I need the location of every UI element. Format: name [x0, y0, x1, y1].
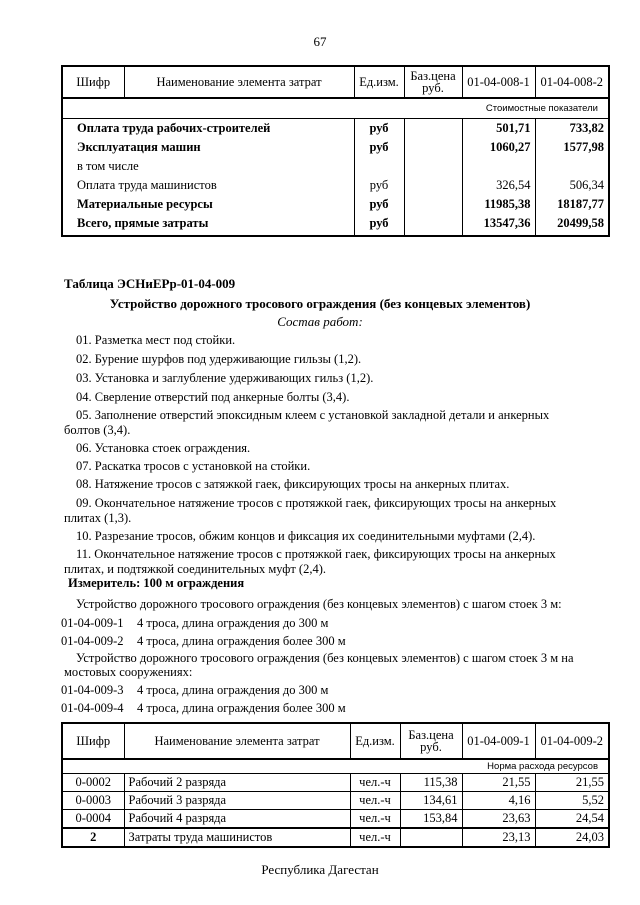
row-code: 0-0002	[62, 774, 124, 792]
work-item: 11. Окончательное натяжение тросов с протяжкой гаек, фиксирующих тросы на анкерных	[76, 547, 556, 561]
work-item: 03. Установка и заглубление удерживающих гильз (1,2).	[76, 371, 374, 385]
header-cell: 01-04-009-2	[535, 723, 609, 759]
row-name: Рабочий 3 разряда	[124, 792, 350, 810]
table-header-row	[62, 66, 609, 98]
header-cell: 01-04-008-1	[462, 66, 535, 98]
row-unit: чел.-ч	[350, 828, 400, 847]
row-value-1: 21,55	[462, 774, 535, 792]
table-subheader-row	[62, 98, 609, 119]
row-name: Всего, прямые затраты	[62, 214, 354, 236]
row-name: Эксплуатация машин	[62, 138, 354, 157]
row-value-2: 5,52	[535, 792, 609, 810]
work-item-continued: плитах (1,3).	[64, 511, 132, 525]
code-line	[61, 683, 328, 698]
cost-table	[61, 65, 610, 237]
resource-table	[61, 722, 610, 848]
table-header-row	[62, 723, 609, 759]
intro-text-continued: мостовых сооружениях:	[64, 665, 193, 679]
row-unit: чел.-ч	[350, 810, 400, 829]
row-value-2: 20499,58	[557, 216, 604, 231]
subheader-cell: Норма расхода ресурсов	[62, 759, 609, 774]
section-title: Устройство дорожного тросового ограждения (без концевых элементов)	[109, 296, 531, 311]
row-price	[404, 195, 462, 214]
table-row	[62, 195, 609, 214]
work-item-continued: плитах, и подтяжкой соединительных муфт (2,4).	[64, 562, 327, 576]
code-line	[61, 701, 346, 716]
row-price	[404, 176, 462, 195]
code-line	[61, 634, 346, 649]
table-row	[62, 214, 609, 236]
header-cell: Наименование элемента затрат	[124, 66, 354, 98]
header-cell: Ед.изм.	[354, 66, 404, 98]
work-item: 04. Сверление отверстий под анкерные болты (3,4).	[76, 390, 350, 404]
row-value-2: 506,34	[569, 178, 604, 193]
work-item: 07. Раскатка тросов с установкой на стойки.	[76, 459, 311, 473]
row-value-2: 733,82	[569, 121, 604, 136]
page-footer: Республика Дагестан	[261, 862, 379, 877]
table-subheader-row	[62, 759, 609, 774]
table-id: Таблица ЭСНиЕРр-01-04-009	[64, 276, 236, 291]
row-price	[404, 214, 462, 236]
row-price	[404, 157, 462, 176]
row-code: 0-0003	[62, 792, 124, 810]
work-item: 02. Бурение шурфов под удерживающие гильзы (1,2).	[76, 352, 362, 366]
row-value-2: 18187,77	[557, 197, 604, 212]
row-price	[400, 828, 462, 847]
work-item: 01. Разметка мест под стойки.	[76, 333, 236, 347]
row-name: Затраты труда машинистов	[124, 828, 350, 847]
row-price: 134,61	[400, 792, 462, 810]
row-price: 153,84	[400, 810, 462, 829]
page-number: 67	[313, 34, 327, 49]
intro-text: Устройство дорожного тросового ограждения (без концевых элементов) с шагом стоек 3 м на	[76, 651, 574, 665]
row-value-2: 24,54	[535, 810, 609, 829]
work-item: 09. Окончательное натяжение тросов с протяжкой гаек, фиксирующих тросы на анкерных	[76, 496, 557, 510]
row-unit	[354, 157, 404, 176]
row-price	[404, 119, 462, 139]
works-label: Состав работ:	[277, 314, 363, 329]
row-unit: руб	[354, 119, 404, 139]
code-id: 01-04-009-2	[61, 634, 124, 648]
row-value-1: 326,54	[462, 176, 535, 195]
row-code: 0-0004	[62, 810, 124, 829]
row-unit: чел.-ч	[350, 792, 400, 810]
row-unit: руб	[354, 138, 404, 157]
measure-unit: Измеритель: 100 м ограждения	[68, 576, 245, 590]
row-value-1: 23,63	[462, 810, 535, 829]
code-text: 4 троса, длина ограждения до 300 м	[137, 683, 329, 697]
table-row	[62, 774, 609, 792]
work-item: 06. Установка стоек ограждения.	[76, 441, 251, 455]
header-cell: Баз.цена руб.	[404, 66, 462, 98]
row-value-1: 1060,27	[462, 138, 535, 157]
row-unit: руб	[354, 195, 404, 214]
code-id: 01-04-009-3	[61, 683, 124, 697]
row-value-1: 23,13	[462, 828, 535, 847]
row-name: Оплата труда рабочих-строителей	[62, 119, 354, 139]
row-value-1: 13547,36	[462, 214, 535, 236]
work-item: 10. Разрезание тросов, обжим концов и фиксация их соединительными муфтами (2,4).	[76, 529, 536, 543]
code-text: 4 троса, длина ограждения более 300 м	[137, 701, 346, 715]
work-item: 08. Натяжение тросов с затяжкой гаек, фиксирующих тросы на анкерных плитах.	[76, 477, 510, 491]
row-unit: чел.-ч	[350, 774, 400, 792]
row-value-2	[535, 157, 609, 176]
table-row	[62, 138, 609, 157]
code-id: 01-04-009-4	[61, 701, 124, 715]
table-row	[62, 157, 609, 176]
row-name: в том числе	[62, 157, 354, 176]
table-row	[62, 828, 609, 847]
row-name: Оплата труда машинистов	[62, 176, 354, 195]
header-cell: 01-04-008-2	[535, 66, 609, 98]
intro-text: Устройство дорожного тросового ограждения (без концевых элементов) с шагом стоек 3 м:	[76, 597, 562, 611]
code-text: 4 троса, длина ограждения до 300 м	[137, 616, 329, 630]
header-cell: Шифр	[62, 723, 124, 759]
row-price: 115,38	[400, 774, 462, 792]
subheader-cell: Стоимостные показатели	[62, 98, 609, 119]
row-value-2: 24,03	[535, 828, 609, 847]
row-value-1: 4,16	[462, 792, 535, 810]
table-row	[62, 810, 609, 829]
row-value-2: 1577,98	[563, 140, 604, 155]
row-name: Рабочий 2 разряда	[124, 774, 350, 792]
work-item: 05. Заполнение отверстий эпоксидным клеем с установкой закладной детали и анкерных	[76, 408, 550, 422]
row-value-1: 501,71	[462, 119, 535, 139]
row-unit: руб	[354, 214, 404, 236]
header-cell: Наименование элемента затрат	[124, 723, 350, 759]
row-unit: руб	[354, 176, 404, 195]
row-value-2: 21,55	[535, 774, 609, 792]
row-code: 2	[62, 828, 124, 847]
code-line	[61, 616, 328, 631]
table-row	[62, 119, 609, 139]
header-cell: Ед.изм.	[350, 723, 400, 759]
table-row	[62, 176, 609, 195]
row-price	[404, 138, 462, 157]
header-cell: Баз.цена руб.	[400, 723, 462, 759]
row-name: Рабочий 4 разряда	[124, 810, 350, 829]
header-cell: Шифр	[62, 66, 124, 98]
header-cell: 01-04-009-1	[462, 723, 535, 759]
row-value-1: 11985,38	[462, 195, 535, 214]
work-item-continued: болтов (3,4).	[64, 423, 131, 437]
code-id: 01-04-009-1	[61, 616, 124, 630]
row-name: Материальные ресурсы	[62, 195, 354, 214]
code-text: 4 троса, длина ограждения более 300 м	[137, 634, 346, 648]
row-value-1	[462, 157, 535, 176]
table-row	[62, 792, 609, 810]
